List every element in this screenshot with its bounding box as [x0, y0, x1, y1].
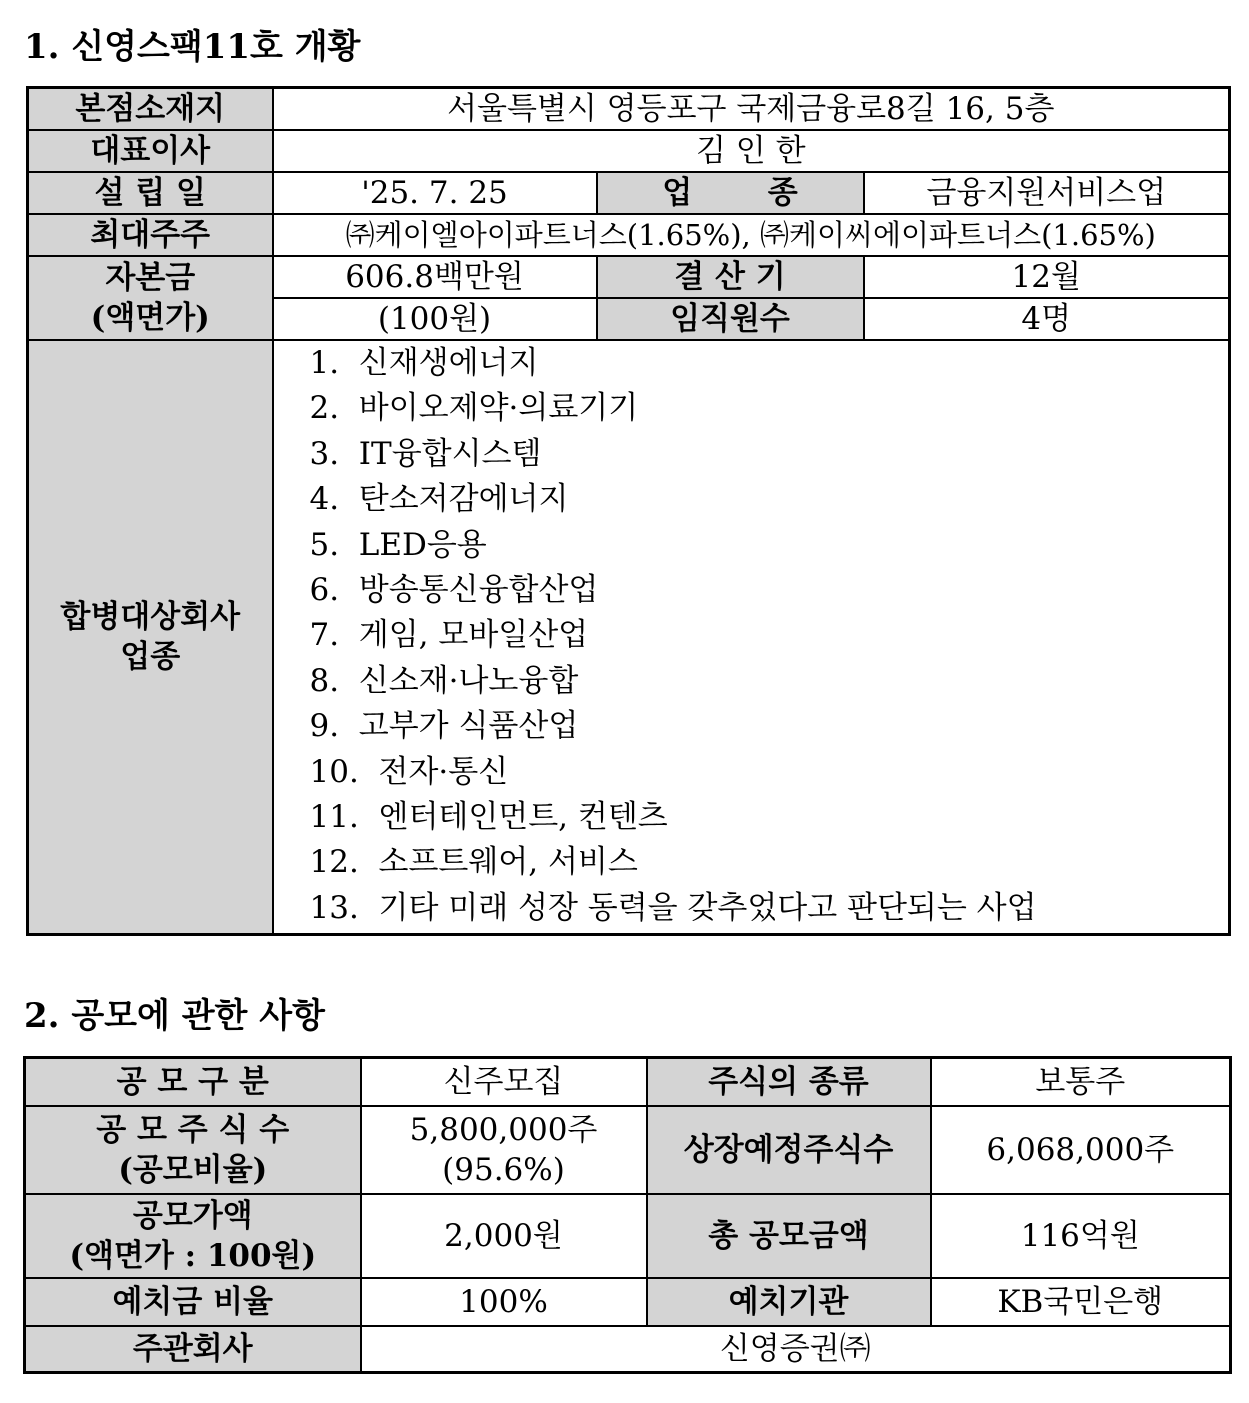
fiscal-label: 결 산 기: [597, 256, 864, 298]
offered-shares-count: 5,800,000주: [409, 1111, 598, 1148]
table-row: [25, 1278, 1231, 1326]
list-item: 8. 신소재·나노융합: [309, 662, 579, 699]
hq-value: 서울특별시 영등포구 국제금융로8길 16, 5층: [273, 88, 1230, 131]
offering-type-value: 신주모집: [361, 1058, 647, 1106]
offered-shares-value: [361, 1106, 647, 1194]
capital-value: 606.8백만원: [273, 256, 597, 298]
underwriter-value: 신영증권㈜: [361, 1326, 1231, 1373]
capital-label: [28, 256, 273, 340]
section-2-title: 2. 공모에 관한 사항: [24, 996, 325, 1036]
offer-price-label: [25, 1194, 361, 1278]
table-row: [25, 1058, 1231, 1106]
list-item: 5. LED응용: [309, 526, 487, 563]
stock-kind-label: 주식의 종류: [647, 1058, 931, 1106]
fiscal-value: 12월: [864, 256, 1230, 298]
deposit-ratio-value: 100%: [361, 1278, 647, 1326]
industry-label: 업 종: [597, 172, 864, 214]
table-row: [25, 1194, 1231, 1278]
offer-price-label-line-2: (액면가 : 100원): [69, 1237, 317, 1274]
offered-shares-label-line-2: (공모비율): [118, 1151, 268, 1188]
merger-industry-list: [273, 340, 1230, 935]
merger-label-line-2: 업종: [120, 639, 181, 676]
list-item: 4. 탄소저감에너지: [309, 481, 569, 518]
total-offering-label: 총 공모금액: [647, 1194, 931, 1278]
hq-label: 본점소재지: [28, 88, 273, 131]
listed-shares-label: 상장예정주식수: [647, 1106, 931, 1194]
stock-kind-value: 보통주: [931, 1058, 1231, 1106]
major-shareholder-value: ㈜케이엘아이파트너스(1.65%), ㈜케이씨에이파트너스(1.65%): [273, 214, 1230, 256]
staff-label: 임직원수: [597, 298, 864, 340]
list-item: 10. 전자·통신: [309, 753, 509, 790]
table-row: [28, 130, 1230, 172]
list-item: 1. 신재생에너지: [309, 345, 539, 381]
ipo-details-table: [23, 1056, 1232, 1374]
major-shareholder-label: 최대주주: [28, 214, 273, 256]
listed-shares-value: 6,068,000주: [931, 1106, 1231, 1194]
merger-label-line-1: 합병대상회사: [60, 599, 241, 636]
offering-type-label: 공 모 구 분: [25, 1058, 361, 1106]
list-item: 13. 기타 미래 성장 동력을 갖추었다고 판단되는 사업: [309, 889, 1037, 926]
offer-price-value: 2,000원: [361, 1194, 647, 1278]
total-offering-value: 116억원: [931, 1194, 1231, 1278]
list-item: 3. IT융합시스템: [309, 435, 542, 472]
founded-label: 설 립 일: [28, 172, 273, 214]
table-row: [28, 172, 1230, 214]
offered-shares-label-line-1: 공 모 주 식 수: [96, 1111, 290, 1148]
offered-shares-ratio: (95.6%): [442, 1151, 565, 1188]
table-row: [25, 1106, 1231, 1194]
offer-price-label-line-1: 공모가액: [132, 1197, 253, 1234]
list-item: 11. 엔터테인먼트, 컨텐츠: [309, 798, 668, 835]
table-row: [28, 256, 1230, 298]
section-1-title: 1. 신영스팩11호 개황: [24, 27, 361, 67]
deposit-ratio-label: 예치금 비율: [25, 1278, 361, 1326]
list-item: 7. 게임, 모바일산업: [309, 617, 589, 654]
par-value: (100원): [273, 298, 597, 340]
list-item: 9. 고부가 식품산업: [309, 708, 579, 745]
list-item: 12. 소프트웨어, 서비스: [309, 844, 638, 881]
table-row: [25, 1326, 1231, 1373]
industry-value: 금융지원서비스업: [864, 172, 1230, 214]
list-item: 6. 방송통신융합산업: [309, 571, 599, 608]
list-item: 2. 바이오제약·의료기기: [309, 390, 639, 427]
staff-value: 4명: [864, 298, 1230, 340]
deposit-institution-label: 예치기관: [647, 1278, 931, 1326]
offered-shares-label: [25, 1106, 361, 1194]
table-row: [28, 214, 1230, 256]
founded-value: '25. 7. 25: [273, 172, 597, 214]
underwriter-label: 주관회사: [25, 1326, 361, 1373]
deposit-institution-value: KB국민은행: [931, 1278, 1231, 1326]
ceo-value: 김 인 한: [273, 130, 1230, 172]
ceo-label: 대표이사: [28, 130, 273, 172]
merger-target-label: [28, 340, 273, 935]
table-row: [28, 88, 1230, 131]
capital-label-line-1: 자본금: [105, 260, 196, 296]
spac-overview-table: [26, 86, 1231, 936]
capital-label-line-2: (액면가): [90, 300, 210, 336]
table-row: [28, 340, 1230, 935]
